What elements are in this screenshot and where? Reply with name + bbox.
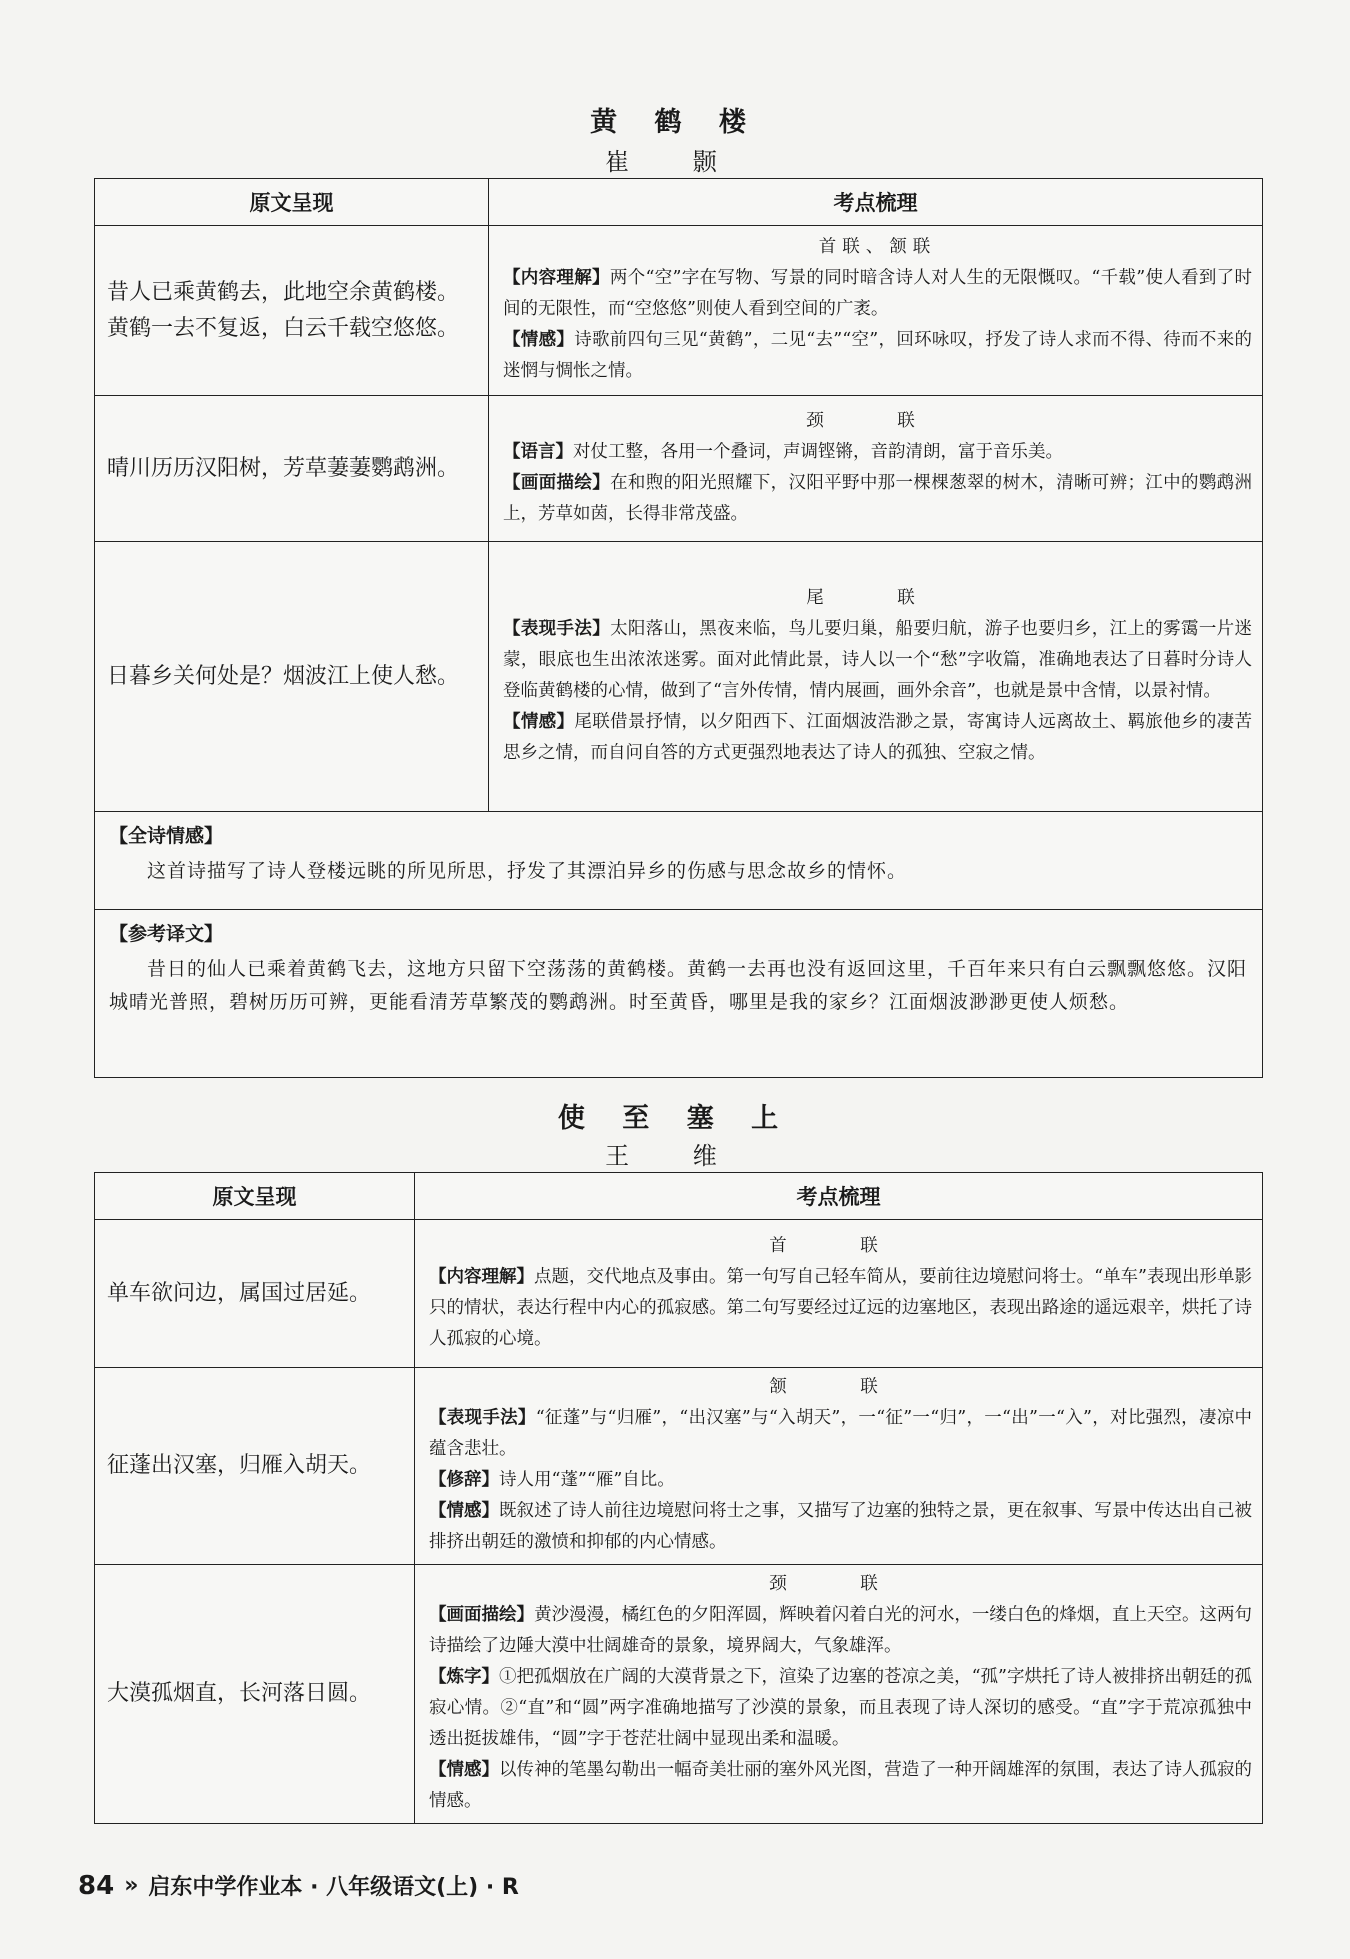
verse-line: 黄鹤一去不复返，白云千载空悠悠。	[107, 315, 460, 341]
notes-cell	[415, 1565, 1263, 1824]
original-text-cell	[95, 1368, 415, 1565]
note-text: 对仗工整，各用一个叠词，声调铿锵，音韵清朗，富于音乐美。	[573, 441, 1063, 462]
original-text-cell	[95, 1565, 415, 1824]
note-text: “征蓬”与“归雁”，“出汉塞”与“入胡天”，一“征”一“归”，一“出”一“入”，对比强烈，凄凉中蕴含悲壮。	[429, 1408, 1252, 1459]
verse-line: 晴川历历汉阳树，芳草萋萋鹦鹉洲。	[107, 455, 460, 481]
poem-author: 王 维	[605, 1142, 745, 1170]
verse-line: 征蓬出汉塞，归雁入胡天。	[107, 1453, 372, 1478]
note-tag: 【画面描绘】	[429, 1605, 535, 1625]
verse-line: 昔人已乘黄鹤去，此地空余黄鹤楼。	[107, 279, 460, 305]
section-heading: 尾 联	[806, 587, 949, 608]
double-chevron-icon: »	[124, 1873, 139, 1898]
notes-cell	[415, 1368, 1263, 1565]
section-heading: 颈 联	[806, 410, 949, 431]
note-paragraph	[429, 1496, 1252, 1558]
verse-line: 单车欲问边，属国过居延。	[107, 1280, 372, 1306]
column-header-points: 考点梳理	[415, 1173, 1263, 1220]
table-row	[95, 1368, 1263, 1565]
translation-row	[95, 910, 1263, 1078]
note-text: 太阳落山，黑夜来临，鸟儿要归巢，船要归航，游子也要归乡，江上的雾霭一片迷蒙，眼底也生出浓浓迷雾。面对此情此景，诗人以一个“愁”字收篇，准确地表达了日暮时分诗人登临黄鹤楼的心情，做到了“言外传情，情内展画，画外余音”，也就是景中含情，以景衬情。	[503, 618, 1253, 701]
note-tag: 【修辞】	[429, 1470, 499, 1490]
table-row	[95, 542, 1263, 812]
column-header-original: 原文呈现	[95, 179, 489, 226]
note-tag: 【表现手法】	[503, 618, 611, 639]
table-row	[95, 396, 1263, 542]
summary-text: 这首诗描写了诗人登楼远眺的所见所思，抒发了其漂泊异乡的伤感与思念故乡的情怀。	[147, 860, 908, 882]
note-paragraph	[503, 468, 1252, 530]
notes-cell	[489, 396, 1263, 542]
original-text-cell	[95, 396, 489, 542]
page-number: 84	[78, 1870, 115, 1901]
section-heading: 颈 联	[769, 1574, 912, 1594]
note-tag: 【情感】	[429, 1760, 500, 1780]
note-paragraph	[429, 1403, 1252, 1465]
table-row	[95, 1220, 1263, 1368]
original-text-cell	[95, 542, 489, 812]
note-text: 黄沙漫漫，橘红色的夕阳浑圆，辉映着闪着白光的河水，一缕白色的烽烟，直上天空。这两句诗描绘了边陲大漠中壮阔雄奇的景象，境界阔大，气象雄浑。	[429, 1605, 1253, 1656]
note-paragraph	[503, 707, 1252, 769]
column-header-points: 考点梳理	[489, 179, 1263, 226]
note-text: 诗歌前四句三见“黄鹤”，二见“去”“空”，回环咏叹，抒发了诗人求而不得、待而不来的迷惘与惆怅之情。	[503, 330, 1253, 381]
page-footer	[78, 1870, 519, 1901]
verse-line: 日暮乡关何处是？烟波江上使人愁。	[107, 663, 460, 689]
note-text: 两个“空”字在写物、写景的同时暗含诗人对人生的无限慨叹。“千载”使人看到了时间的无限性，而“空悠悠”则使人看到空间的广袤。	[503, 268, 1252, 319]
note-paragraph	[503, 325, 1252, 387]
section-heading: 颔 联	[769, 1377, 912, 1397]
note-tag: 【语言】	[503, 441, 573, 462]
poem-title: 黄 鹤 楼	[590, 107, 760, 138]
original-text-cell	[95, 1220, 415, 1368]
note-paragraph	[503, 614, 1252, 707]
notes-cell	[489, 542, 1263, 812]
note-paragraph	[503, 437, 1252, 468]
note-text: 点题，交代地点及事由。第一句写自己轻车简从，要前往边境慰问将士。“单车”表现出形单影只的情状，表达行程中内心的孤寂感。第二句写要经过辽远的边塞地区，表现出路途的遥远艰辛，烘托了诗人孤寂的心境。	[429, 1266, 1253, 1349]
table-row	[95, 1565, 1263, 1824]
note-text: 诗人用“蓬”“雁”自比。	[499, 1470, 675, 1490]
note-text: 以传神的笔墨勾勒出一幅奇美壮丽的塞外风光图，营造了一种开阔雄浑的氛围，表达了诗人孤寂的情感。	[429, 1760, 1253, 1811]
notes-cell	[489, 226, 1263, 396]
note-paragraph	[429, 1600, 1252, 1662]
notes-cell	[415, 1220, 1263, 1368]
poem-title: 使 至 塞 上	[557, 1103, 793, 1134]
note-paragraph	[429, 1262, 1252, 1355]
note-paragraph	[429, 1465, 1252, 1496]
note-tag: 【情感】	[503, 711, 575, 732]
summary-block	[95, 812, 1263, 910]
note-text: 既叙述了诗人前往边境慰问将士之事，又描写了边塞的独特之景，更在叙事、写景中传达出自己被排挤出朝廷的激愤和抑郁的内心情感。	[429, 1501, 1253, 1552]
note-text: ①把孤烟放在广阔的大漠背景之下，渲染了边塞的苍凉之美，“孤”字烘托了诗人被排挤出朝廷的孤寂心情。②“直”和“圆”两字准确地描写了沙漠的景象，而且表现了诗人深切的感受。“直”字于荒凉孤独中透出挺拔雄伟，“圆”字于苍茫壮阔中显现出柔和温暖。	[429, 1667, 1253, 1749]
translation-block	[95, 910, 1263, 1078]
note-tag: 【画面描绘】	[503, 472, 611, 493]
note-tag: 【内容理解】	[429, 1266, 535, 1287]
verse-line: 大漠孤烟直，长河落日圆。	[107, 1681, 372, 1706]
summary-label: 【全诗情感】	[109, 825, 224, 847]
column-header-original: 原文呈现	[95, 1173, 415, 1220]
poem1-analysis-table	[94, 178, 1263, 1078]
note-paragraph	[429, 1755, 1252, 1817]
note-tag: 【表现手法】	[429, 1408, 536, 1428]
section-heading: 首 联	[769, 1235, 912, 1256]
summary-row	[95, 812, 1263, 910]
table-row	[95, 226, 1263, 396]
book-title: 启东中学作业本 · 八年级语文(上) · R	[148, 1875, 519, 1900]
note-text: 在和煦的阳光照耀下，汉阳平野中那一棵棵葱翠的树木，清晰可辨；江中的鹦鹉洲上，芳草如茵，长得非常茂盛。	[503, 472, 1253, 524]
translation-text: 昔日的仙人已乘着黄鹤飞去，这地方只留下空荡荡的黄鹤楼。黄鹤一去再也没有返回这里，千百年来只有白云飘飘悠悠。汉阳城晴光普照，碧树历历可辨，更能看清芳草繁茂的鹦鹉洲。时至黄昏，哪里是我的家乡？江面烟波渺渺更使人烦愁。	[109, 958, 1248, 1013]
poem2-analysis-table	[94, 1172, 1263, 1824]
note-paragraph	[429, 1662, 1252, 1755]
original-text-cell	[95, 226, 489, 396]
section-heading: 首联、颔联	[818, 237, 937, 257]
note-paragraph	[503, 263, 1252, 325]
note-tag: 【情感】	[429, 1501, 500, 1521]
note-text: 尾联借景抒情，以夕阳西下、江面烟波浩渺之景，寄寓诗人远离故土、羁旅他乡的凄苦思乡之情，而自问自答的方式更强烈地表达了诗人的孤独、空寂之情。	[503, 711, 1253, 763]
note-tag: 【炼字】	[429, 1667, 500, 1687]
translation-label: 【参考译文】	[109, 923, 224, 945]
note-tag: 【情感】	[503, 330, 575, 350]
poem-author: 崔 颢	[605, 148, 745, 176]
note-tag: 【内容理解】	[503, 268, 610, 288]
